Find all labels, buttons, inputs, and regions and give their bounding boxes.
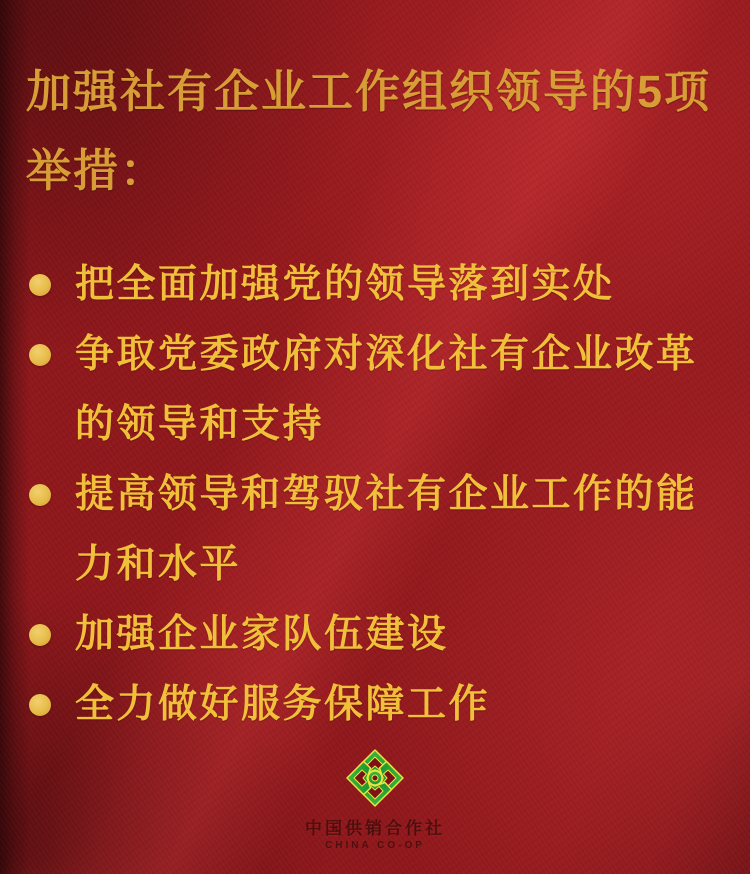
page-title xyxy=(26,52,728,210)
bullet-dot-icon xyxy=(29,344,51,366)
bullet-dot-icon xyxy=(29,484,51,506)
measure-item xyxy=(28,460,722,600)
measure-item xyxy=(28,600,722,670)
bullet-dot-icon xyxy=(29,694,51,716)
measure-item xyxy=(28,320,722,460)
title-line-2: 举措： xyxy=(26,145,168,196)
org-name-en: CHINA CO-OP xyxy=(325,840,425,851)
measure-text: 全力做好服务保障工作 xyxy=(75,683,491,726)
title-line-1: 加强社有企业工作组织领导的5项 xyxy=(26,66,712,117)
measure-item xyxy=(28,670,722,740)
measure-text: 把全面加强党的领导落到实处 xyxy=(75,263,615,306)
measure-text: 加强企业家队伍建设 xyxy=(75,613,449,656)
bullet-dot-icon xyxy=(29,624,51,646)
measure-item xyxy=(28,250,722,320)
org-name-cn: 中国供销合作社 xyxy=(305,819,445,838)
footer xyxy=(0,748,750,851)
bullet-dot-icon xyxy=(29,274,51,296)
measure-list xyxy=(28,250,728,740)
measure-text: 提高领导和驾驭社有企业工作的能力和水平 xyxy=(75,473,698,586)
measure-text: 争取党委政府对深化社有企业改革的领导和支持 xyxy=(75,333,698,446)
china-coop-emblem-icon xyxy=(343,748,407,808)
